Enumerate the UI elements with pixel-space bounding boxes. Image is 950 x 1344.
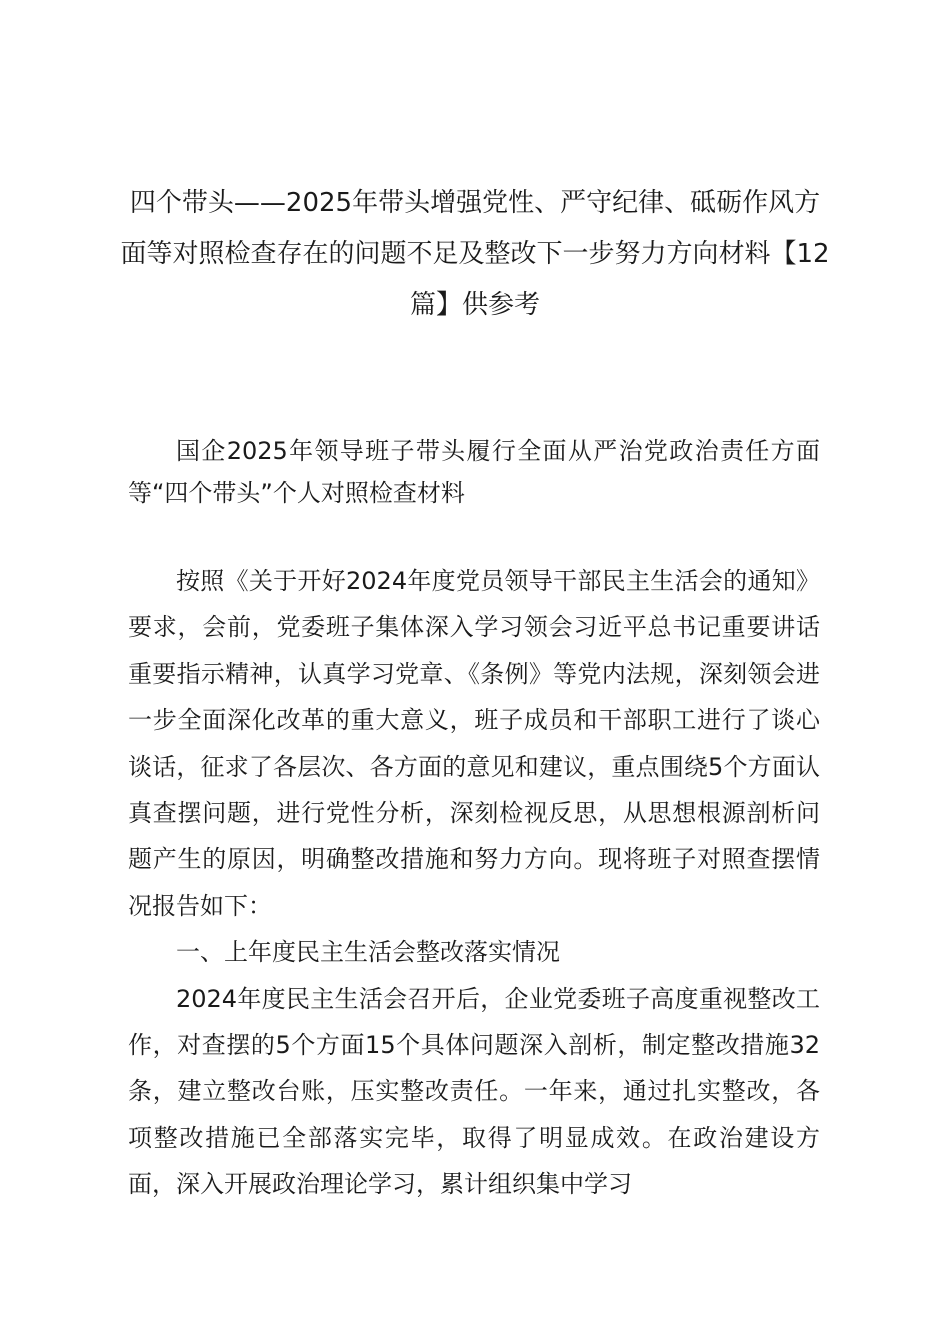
document-subtitle: 国企2025年领导班子带头履行全面从严治党政治责任方面等“四个带头”个人对照检查材料 bbox=[128, 437, 820, 507]
intro-paragraph: 按照《关于开好2024年度党员领导干部民主生活会的通知》要求，会前，党委班子集体深入学习领会习近平总书记重要讲话重要指示精神，认真学习党章、《条例》等党内法规，深刻领会进一步全面深化改革的重大意义，班子成员和干部职工进行了谈心谈话，征求了各层次、各方面的意见和建议，重点围绕5个方面认真查摆问题，进行党性分析，深刻检视反思，从思想根源剖析问题产生的原因，明确整改措施和努力方向。现将班子对照查摆情况报告如下： bbox=[128, 567, 820, 920]
document-title: 四个带头——2025年带头增强党性、严守纪律、砥砺作风方面等对照检查存在的问题不足及整改下一步努力方向材料【12篇】供参考 bbox=[120, 188, 830, 320]
body-paragraph: 2024年度民主生活会召开后，企业党委班子高度重视整改工作，对查摆的5个方面15个具体问题深入剖析，制定整改措施32条，建立整改台账，压实整改责任。一年来，通过扎实整改，各项整改措施已全部落实完毕，取得了明显成效。在政治建设方面，深入开展政治理论学习，累计组织集中学习 bbox=[128, 984, 820, 1199]
document-body bbox=[128, 558, 820, 1208]
section-heading: 一、上年度民主生活会整改落实情况 bbox=[176, 938, 560, 967]
